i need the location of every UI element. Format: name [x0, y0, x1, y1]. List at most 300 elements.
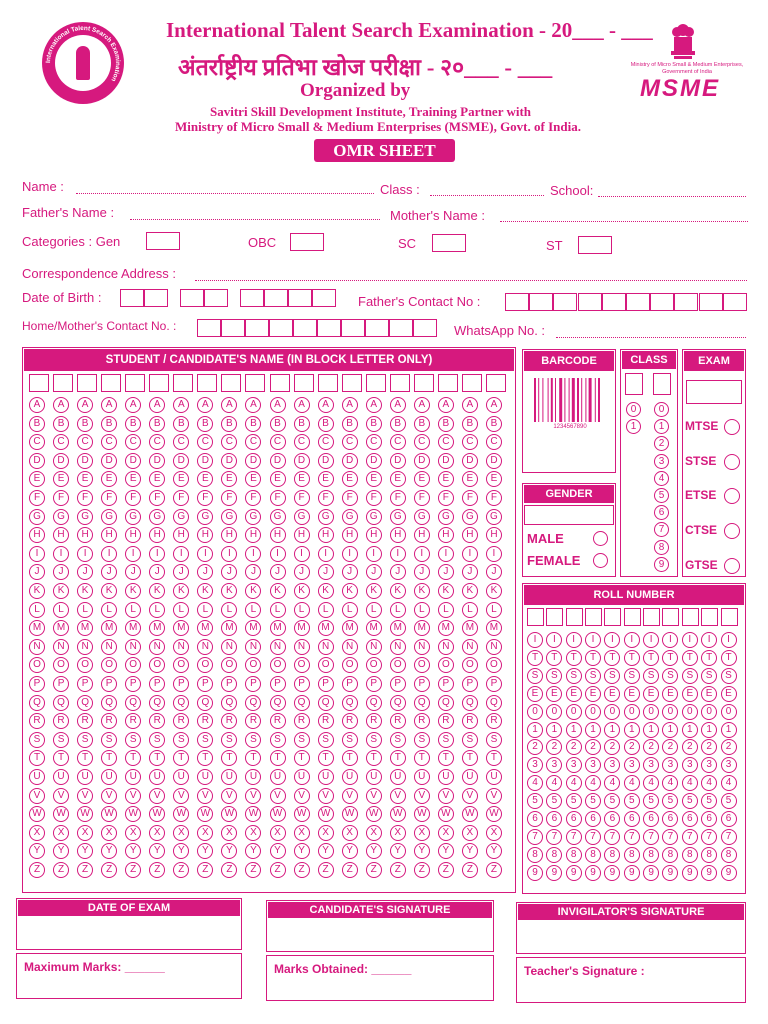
- name-bubble[interactable]: A: [438, 397, 454, 413]
- name-bubble[interactable]: Z: [101, 862, 117, 878]
- name-bubble[interactable]: B: [221, 416, 237, 432]
- name-bubble[interactable]: K: [294, 583, 310, 599]
- name-bubble[interactable]: N: [149, 639, 165, 655]
- name-bubble[interactable]: Y: [173, 843, 189, 859]
- name-bubble[interactable]: E: [101, 471, 117, 487]
- name-bubble[interactable]: M: [438, 620, 454, 636]
- name-bubble[interactable]: S: [390, 732, 406, 748]
- name-bubble[interactable]: E: [318, 471, 334, 487]
- roll-bubble[interactable]: 8: [721, 847, 737, 863]
- name-bubble[interactable]: P: [77, 676, 93, 692]
- roll-bubble[interactable]: 7: [624, 829, 640, 845]
- exam-option-radio[interactable]: [724, 454, 740, 470]
- name-bubble[interactable]: U: [125, 769, 141, 785]
- name-bubble[interactable]: E: [390, 471, 406, 487]
- name-bubble[interactable]: Q: [53, 695, 69, 711]
- name-bubble[interactable]: W: [125, 806, 141, 822]
- name-bubble[interactable]: Q: [462, 695, 478, 711]
- dob-digit-box[interactable]: [264, 289, 288, 307]
- name-bubble[interactable]: U: [53, 769, 69, 785]
- name-bubble[interactable]: K: [462, 583, 478, 599]
- name-bubble[interactable]: T: [149, 750, 165, 766]
- name-bubble[interactable]: S: [125, 732, 141, 748]
- roll-bubble[interactable]: 4: [527, 775, 543, 791]
- name-bubble[interactable]: X: [125, 825, 141, 841]
- roll-bubble[interactable]: 1: [585, 722, 601, 738]
- name-bubble[interactable]: Z: [342, 862, 358, 878]
- home-contact-digit-box[interactable]: [365, 319, 389, 337]
- roll-bubble[interactable]: 1: [721, 722, 737, 738]
- roll-bubble[interactable]: S: [721, 668, 737, 684]
- name-bubble[interactable]: Q: [125, 695, 141, 711]
- name-bubble[interactable]: S: [414, 732, 430, 748]
- roll-bubble[interactable]: S: [643, 668, 659, 684]
- name-letter-box[interactable]: [125, 374, 145, 392]
- name-bubble[interactable]: Q: [270, 695, 286, 711]
- father-contact-digit-box[interactable]: [505, 293, 529, 311]
- name-bubble[interactable]: W: [390, 806, 406, 822]
- name-bubble[interactable]: E: [342, 471, 358, 487]
- roll-bubble[interactable]: 6: [527, 811, 543, 827]
- name-bubble[interactable]: D: [101, 453, 117, 469]
- name-bubble[interactable]: A: [245, 397, 261, 413]
- name-bubble[interactable]: M: [53, 620, 69, 636]
- name-bubble[interactable]: N: [245, 639, 261, 655]
- name-bubble[interactable]: S: [77, 732, 93, 748]
- class-bubble[interactable]: 6: [654, 505, 669, 520]
- name-bubble[interactable]: G: [390, 509, 406, 525]
- name-bubble[interactable]: X: [77, 825, 93, 841]
- name-bubble[interactable]: V: [77, 788, 93, 804]
- name-bubble[interactable]: Z: [77, 862, 93, 878]
- roll-bubble[interactable]: 3: [643, 757, 659, 773]
- name-letter-box[interactable]: [318, 374, 338, 392]
- name-bubble[interactable]: E: [414, 471, 430, 487]
- roll-bubble[interactable]: 7: [585, 829, 601, 845]
- name-bubble[interactable]: S: [149, 732, 165, 748]
- name-bubble[interactable]: C: [462, 434, 478, 450]
- name-letter-box[interactable]: [149, 374, 169, 392]
- name-bubble[interactable]: E: [77, 471, 93, 487]
- roll-bubble[interactable]: I: [585, 632, 601, 648]
- name-bubble[interactable]: D: [294, 453, 310, 469]
- roll-bubble[interactable]: S: [566, 668, 582, 684]
- roll-bubble[interactable]: S: [624, 668, 640, 684]
- name-bubble[interactable]: J: [53, 564, 69, 580]
- name-bubble[interactable]: I: [245, 546, 261, 562]
- name-bubble[interactable]: P: [414, 676, 430, 692]
- name-bubble[interactable]: T: [462, 750, 478, 766]
- name-bubble[interactable]: K: [125, 583, 141, 599]
- name-bubble[interactable]: M: [77, 620, 93, 636]
- name-bubble[interactable]: X: [486, 825, 502, 841]
- name-bubble[interactable]: C: [270, 434, 286, 450]
- name-bubble[interactable]: L: [221, 602, 237, 618]
- name-bubble[interactable]: S: [53, 732, 69, 748]
- name-bubble[interactable]: K: [77, 583, 93, 599]
- obc-checkbox[interactable]: [290, 233, 324, 251]
- name-bubble[interactable]: F: [270, 490, 286, 506]
- name-bubble[interactable]: E: [270, 471, 286, 487]
- roll-bubble[interactable]: 2: [701, 739, 717, 755]
- name-bubble[interactable]: T: [318, 750, 334, 766]
- name-bubble[interactable]: S: [294, 732, 310, 748]
- name-bubble[interactable]: U: [414, 769, 430, 785]
- name-bubble[interactable]: M: [414, 620, 430, 636]
- name-bubble[interactable]: H: [486, 527, 502, 543]
- roll-bubble[interactable]: 4: [566, 775, 582, 791]
- name-bubble[interactable]: U: [173, 769, 189, 785]
- roll-bubble[interactable]: 4: [624, 775, 640, 791]
- name-bubble[interactable]: N: [390, 639, 406, 655]
- name-bubble[interactable]: W: [101, 806, 117, 822]
- name-bubble[interactable]: M: [197, 620, 213, 636]
- name-letter-box[interactable]: [366, 374, 386, 392]
- name-bubble[interactable]: E: [149, 471, 165, 487]
- name-bubble[interactable]: I: [390, 546, 406, 562]
- name-bubble[interactable]: R: [29, 713, 45, 729]
- name-bubble[interactable]: H: [294, 527, 310, 543]
- name-bubble[interactable]: L: [245, 602, 261, 618]
- name-bubble[interactable]: L: [342, 602, 358, 618]
- name-bubble[interactable]: O: [197, 657, 213, 673]
- name-bubble[interactable]: A: [125, 397, 141, 413]
- name-bubble[interactable]: P: [270, 676, 286, 692]
- name-bubble[interactable]: X: [197, 825, 213, 841]
- roll-bubble[interactable]: S: [604, 668, 620, 684]
- roll-bubble[interactable]: 5: [604, 793, 620, 809]
- name-bubble[interactable]: Q: [414, 695, 430, 711]
- roll-bubble[interactable]: 9: [546, 865, 562, 881]
- name-bubble[interactable]: Q: [197, 695, 213, 711]
- class-bubble[interactable]: 8: [654, 540, 669, 555]
- name-bubble[interactable]: F: [486, 490, 502, 506]
- roll-bubble[interactable]: 9: [682, 865, 698, 881]
- name-bubble[interactable]: Q: [342, 695, 358, 711]
- name-bubble[interactable]: N: [318, 639, 334, 655]
- name-bubble[interactable]: I: [438, 546, 454, 562]
- dob-digit-box[interactable]: [120, 289, 144, 307]
- roll-bubble[interactable]: I: [701, 632, 717, 648]
- male-radio[interactable]: [593, 531, 608, 546]
- name-bubble[interactable]: R: [486, 713, 502, 729]
- roll-bubble[interactable]: 2: [585, 739, 601, 755]
- roll-bubble[interactable]: 1: [527, 722, 543, 738]
- name-bubble[interactable]: R: [221, 713, 237, 729]
- name-bubble[interactable]: R: [245, 713, 261, 729]
- name-bubble[interactable]: F: [77, 490, 93, 506]
- name-bubble[interactable]: D: [53, 453, 69, 469]
- name-bubble[interactable]: V: [53, 788, 69, 804]
- name-bubble[interactable]: T: [221, 750, 237, 766]
- name-bubble[interactable]: B: [462, 416, 478, 432]
- roll-bubble[interactable]: 4: [682, 775, 698, 791]
- name-bubble[interactable]: K: [173, 583, 189, 599]
- roll-bubble[interactable]: 6: [643, 811, 659, 827]
- roll-bubble[interactable]: 3: [604, 757, 620, 773]
- roll-bubble[interactable]: 8: [604, 847, 620, 863]
- roll-bubble[interactable]: S: [662, 668, 678, 684]
- name-bubble[interactable]: Z: [125, 862, 141, 878]
- st-checkbox[interactable]: [578, 236, 612, 254]
- name-bubble[interactable]: C: [173, 434, 189, 450]
- name-bubble[interactable]: V: [173, 788, 189, 804]
- name-bubble[interactable]: O: [53, 657, 69, 673]
- name-letter-box[interactable]: [53, 374, 73, 392]
- name-bubble[interactable]: X: [101, 825, 117, 841]
- name-bubble[interactable]: X: [462, 825, 478, 841]
- name-bubble[interactable]: W: [462, 806, 478, 822]
- roll-bubble[interactable]: 7: [643, 829, 659, 845]
- roll-bubble[interactable]: I: [643, 632, 659, 648]
- name-bubble[interactable]: L: [438, 602, 454, 618]
- name-bubble[interactable]: P: [438, 676, 454, 692]
- name-bubble[interactable]: R: [462, 713, 478, 729]
- name-bubble[interactable]: V: [294, 788, 310, 804]
- name-bubble[interactable]: R: [101, 713, 117, 729]
- name-bubble[interactable]: F: [318, 490, 334, 506]
- name-bubble[interactable]: S: [342, 732, 358, 748]
- name-bubble[interactable]: J: [173, 564, 189, 580]
- name-bubble[interactable]: U: [245, 769, 261, 785]
- roll-bubble[interactable]: 0: [585, 704, 601, 720]
- roll-bubble[interactable]: 1: [662, 722, 678, 738]
- name-bubble[interactable]: B: [53, 416, 69, 432]
- name-bubble[interactable]: D: [366, 453, 382, 469]
- name-bubble[interactable]: Y: [53, 843, 69, 859]
- roll-bubble[interactable]: 3: [682, 757, 698, 773]
- name-bubble[interactable]: L: [486, 602, 502, 618]
- father-contact-digit-box[interactable]: [553, 293, 577, 311]
- roll-bubble[interactable]: 1: [546, 722, 562, 738]
- roll-bubble[interactable]: 8: [585, 847, 601, 863]
- name-bubble[interactable]: N: [294, 639, 310, 655]
- name-bubble[interactable]: I: [125, 546, 141, 562]
- name-bubble[interactable]: E: [53, 471, 69, 487]
- roll-bubble[interactable]: 9: [566, 865, 582, 881]
- name-bubble[interactable]: G: [294, 509, 310, 525]
- roll-bubble[interactable]: 0: [546, 704, 562, 720]
- father-contact-digit-box[interactable]: [699, 293, 723, 311]
- name-bubble[interactable]: V: [125, 788, 141, 804]
- name-bubble[interactable]: P: [245, 676, 261, 692]
- name-bubble[interactable]: U: [149, 769, 165, 785]
- name-bubble[interactable]: W: [438, 806, 454, 822]
- name-bubble[interactable]: J: [462, 564, 478, 580]
- roll-bubble[interactable]: 9: [643, 865, 659, 881]
- name-letter-box[interactable]: [29, 374, 49, 392]
- name-bubble[interactable]: Q: [390, 695, 406, 711]
- dob-digit-box[interactable]: [312, 289, 336, 307]
- name-bubble[interactable]: F: [53, 490, 69, 506]
- name-letter-box[interactable]: [221, 374, 241, 392]
- roll-bubble[interactable]: 2: [546, 739, 562, 755]
- name-bubble[interactable]: W: [270, 806, 286, 822]
- home-contact-digit-box[interactable]: [341, 319, 365, 337]
- name-bubble[interactable]: A: [101, 397, 117, 413]
- roll-bubble[interactable]: E: [624, 686, 640, 702]
- name-bubble[interactable]: E: [29, 471, 45, 487]
- name-bubble[interactable]: U: [366, 769, 382, 785]
- class-bubble[interactable]: 2: [654, 436, 669, 451]
- roll-bubble[interactable]: E: [701, 686, 717, 702]
- roll-digit-box[interactable]: [604, 608, 621, 626]
- name-bubble[interactable]: O: [390, 657, 406, 673]
- name-bubble[interactable]: A: [414, 397, 430, 413]
- home-contact-digit-box[interactable]: [269, 319, 293, 337]
- name-bubble[interactable]: L: [270, 602, 286, 618]
- roll-bubble[interactable]: 8: [527, 847, 543, 863]
- roll-bubble[interactable]: S: [527, 668, 543, 684]
- name-bubble[interactable]: B: [101, 416, 117, 432]
- name-bubble[interactable]: A: [173, 397, 189, 413]
- name-bubble[interactable]: B: [342, 416, 358, 432]
- roll-bubble[interactable]: 5: [662, 793, 678, 809]
- roll-bubble[interactable]: 5: [624, 793, 640, 809]
- name-bubble[interactable]: B: [77, 416, 93, 432]
- name-bubble[interactable]: J: [77, 564, 93, 580]
- name-bubble[interactable]: V: [221, 788, 237, 804]
- roll-bubble[interactable]: 5: [721, 793, 737, 809]
- name-bubble[interactable]: Z: [149, 862, 165, 878]
- name-bubble[interactable]: P: [390, 676, 406, 692]
- roll-bubble[interactable]: T: [682, 650, 698, 666]
- name-bubble[interactable]: A: [29, 397, 45, 413]
- name-bubble[interactable]: X: [390, 825, 406, 841]
- name-bubble[interactable]: U: [438, 769, 454, 785]
- name-bubble[interactable]: X: [245, 825, 261, 841]
- name-bubble[interactable]: J: [101, 564, 117, 580]
- name-bubble[interactable]: T: [173, 750, 189, 766]
- roll-bubble[interactable]: 4: [662, 775, 678, 791]
- name-bubble[interactable]: U: [221, 769, 237, 785]
- roll-bubble[interactable]: 8: [624, 847, 640, 863]
- roll-bubble[interactable]: E: [604, 686, 620, 702]
- roll-digit-box[interactable]: [682, 608, 699, 626]
- roll-bubble[interactable]: E: [643, 686, 659, 702]
- roll-bubble[interactable]: E: [721, 686, 737, 702]
- name-bubble[interactable]: P: [294, 676, 310, 692]
- roll-bubble[interactable]: 0: [701, 704, 717, 720]
- name-bubble[interactable]: Z: [438, 862, 454, 878]
- name-bubble[interactable]: I: [77, 546, 93, 562]
- name-bubble[interactable]: P: [486, 676, 502, 692]
- name-bubble[interactable]: S: [462, 732, 478, 748]
- name-bubble[interactable]: C: [318, 434, 334, 450]
- name-bubble[interactable]: O: [366, 657, 382, 673]
- name-bubble[interactable]: J: [149, 564, 165, 580]
- home-contact-digit-box[interactable]: [221, 319, 245, 337]
- roll-bubble[interactable]: I: [604, 632, 620, 648]
- roll-bubble[interactable]: 5: [585, 793, 601, 809]
- name-bubble[interactable]: B: [294, 416, 310, 432]
- roll-bubble[interactable]: E: [566, 686, 582, 702]
- name-bubble[interactable]: I: [270, 546, 286, 562]
- name-bubble[interactable]: R: [414, 713, 430, 729]
- roll-bubble[interactable]: 7: [604, 829, 620, 845]
- roll-bubble[interactable]: 6: [624, 811, 640, 827]
- name-bubble[interactable]: P: [197, 676, 213, 692]
- name-bubble[interactable]: Q: [101, 695, 117, 711]
- name-bubble[interactable]: J: [486, 564, 502, 580]
- name-bubble[interactable]: B: [29, 416, 45, 432]
- name-bubble[interactable]: I: [462, 546, 478, 562]
- name-bubble[interactable]: Y: [438, 843, 454, 859]
- roll-bubble[interactable]: 6: [585, 811, 601, 827]
- name-bubble[interactable]: W: [29, 806, 45, 822]
- name-bubble[interactable]: B: [414, 416, 430, 432]
- name-bubble[interactable]: H: [366, 527, 382, 543]
- name-bubble[interactable]: O: [125, 657, 141, 673]
- roll-bubble[interactable]: 6: [604, 811, 620, 827]
- name-bubble[interactable]: E: [245, 471, 261, 487]
- name-bubble[interactable]: N: [414, 639, 430, 655]
- name-bubble[interactable]: V: [366, 788, 382, 804]
- name-bubble[interactable]: R: [173, 713, 189, 729]
- sc-checkbox[interactable]: [432, 234, 466, 252]
- dob-digit-box[interactable]: [288, 289, 312, 307]
- class-bubble[interactable]: 7: [654, 522, 669, 537]
- home-contact-digit-box[interactable]: [245, 319, 269, 337]
- roll-bubble[interactable]: 9: [624, 865, 640, 881]
- name-bubble[interactable]: S: [173, 732, 189, 748]
- name-bubble[interactable]: V: [390, 788, 406, 804]
- name-bubble[interactable]: K: [221, 583, 237, 599]
- name-bubble[interactable]: R: [366, 713, 382, 729]
- roll-bubble[interactable]: 3: [585, 757, 601, 773]
- name-bubble[interactable]: O: [245, 657, 261, 673]
- name-letter-box[interactable]: [197, 374, 217, 392]
- father-contact-digit-box[interactable]: [650, 293, 674, 311]
- roll-bubble[interactable]: 6: [701, 811, 717, 827]
- name-bubble[interactable]: L: [101, 602, 117, 618]
- name-bubble[interactable]: Y: [462, 843, 478, 859]
- roll-bubble[interactable]: E: [662, 686, 678, 702]
- name-bubble[interactable]: P: [342, 676, 358, 692]
- roll-bubble[interactable]: T: [643, 650, 659, 666]
- name-bubble[interactable]: I: [101, 546, 117, 562]
- name-bubble[interactable]: Z: [294, 862, 310, 878]
- name-bubble[interactable]: H: [390, 527, 406, 543]
- class-bubble[interactable]: 3: [654, 454, 669, 469]
- name-bubble[interactable]: F: [197, 490, 213, 506]
- name-bubble[interactable]: F: [221, 490, 237, 506]
- roll-bubble[interactable]: 4: [546, 775, 562, 791]
- roll-bubble[interactable]: 4: [701, 775, 717, 791]
- name-bubble[interactable]: W: [486, 806, 502, 822]
- name-bubble[interactable]: R: [77, 713, 93, 729]
- name-bubble[interactable]: X: [53, 825, 69, 841]
- roll-bubble[interactable]: 0: [604, 704, 620, 720]
- name-bubble[interactable]: K: [486, 583, 502, 599]
- roll-bubble[interactable]: 7: [546, 829, 562, 845]
- name-bubble[interactable]: G: [486, 509, 502, 525]
- roll-bubble[interactable]: E: [585, 686, 601, 702]
- name-bubble[interactable]: M: [29, 620, 45, 636]
- name-bubble[interactable]: Y: [101, 843, 117, 859]
- name-bubble[interactable]: B: [318, 416, 334, 432]
- name-bubble[interactable]: M: [173, 620, 189, 636]
- name-bubble[interactable]: N: [486, 639, 502, 655]
- name-bubble[interactable]: R: [149, 713, 165, 729]
- name-bubble[interactable]: W: [53, 806, 69, 822]
- name-bubble[interactable]: G: [342, 509, 358, 525]
- name-bubble[interactable]: Q: [245, 695, 261, 711]
- name-bubble[interactable]: D: [77, 453, 93, 469]
- name-bubble[interactable]: N: [221, 639, 237, 655]
- name-bubble[interactable]: T: [366, 750, 382, 766]
- name-bubble[interactable]: C: [77, 434, 93, 450]
